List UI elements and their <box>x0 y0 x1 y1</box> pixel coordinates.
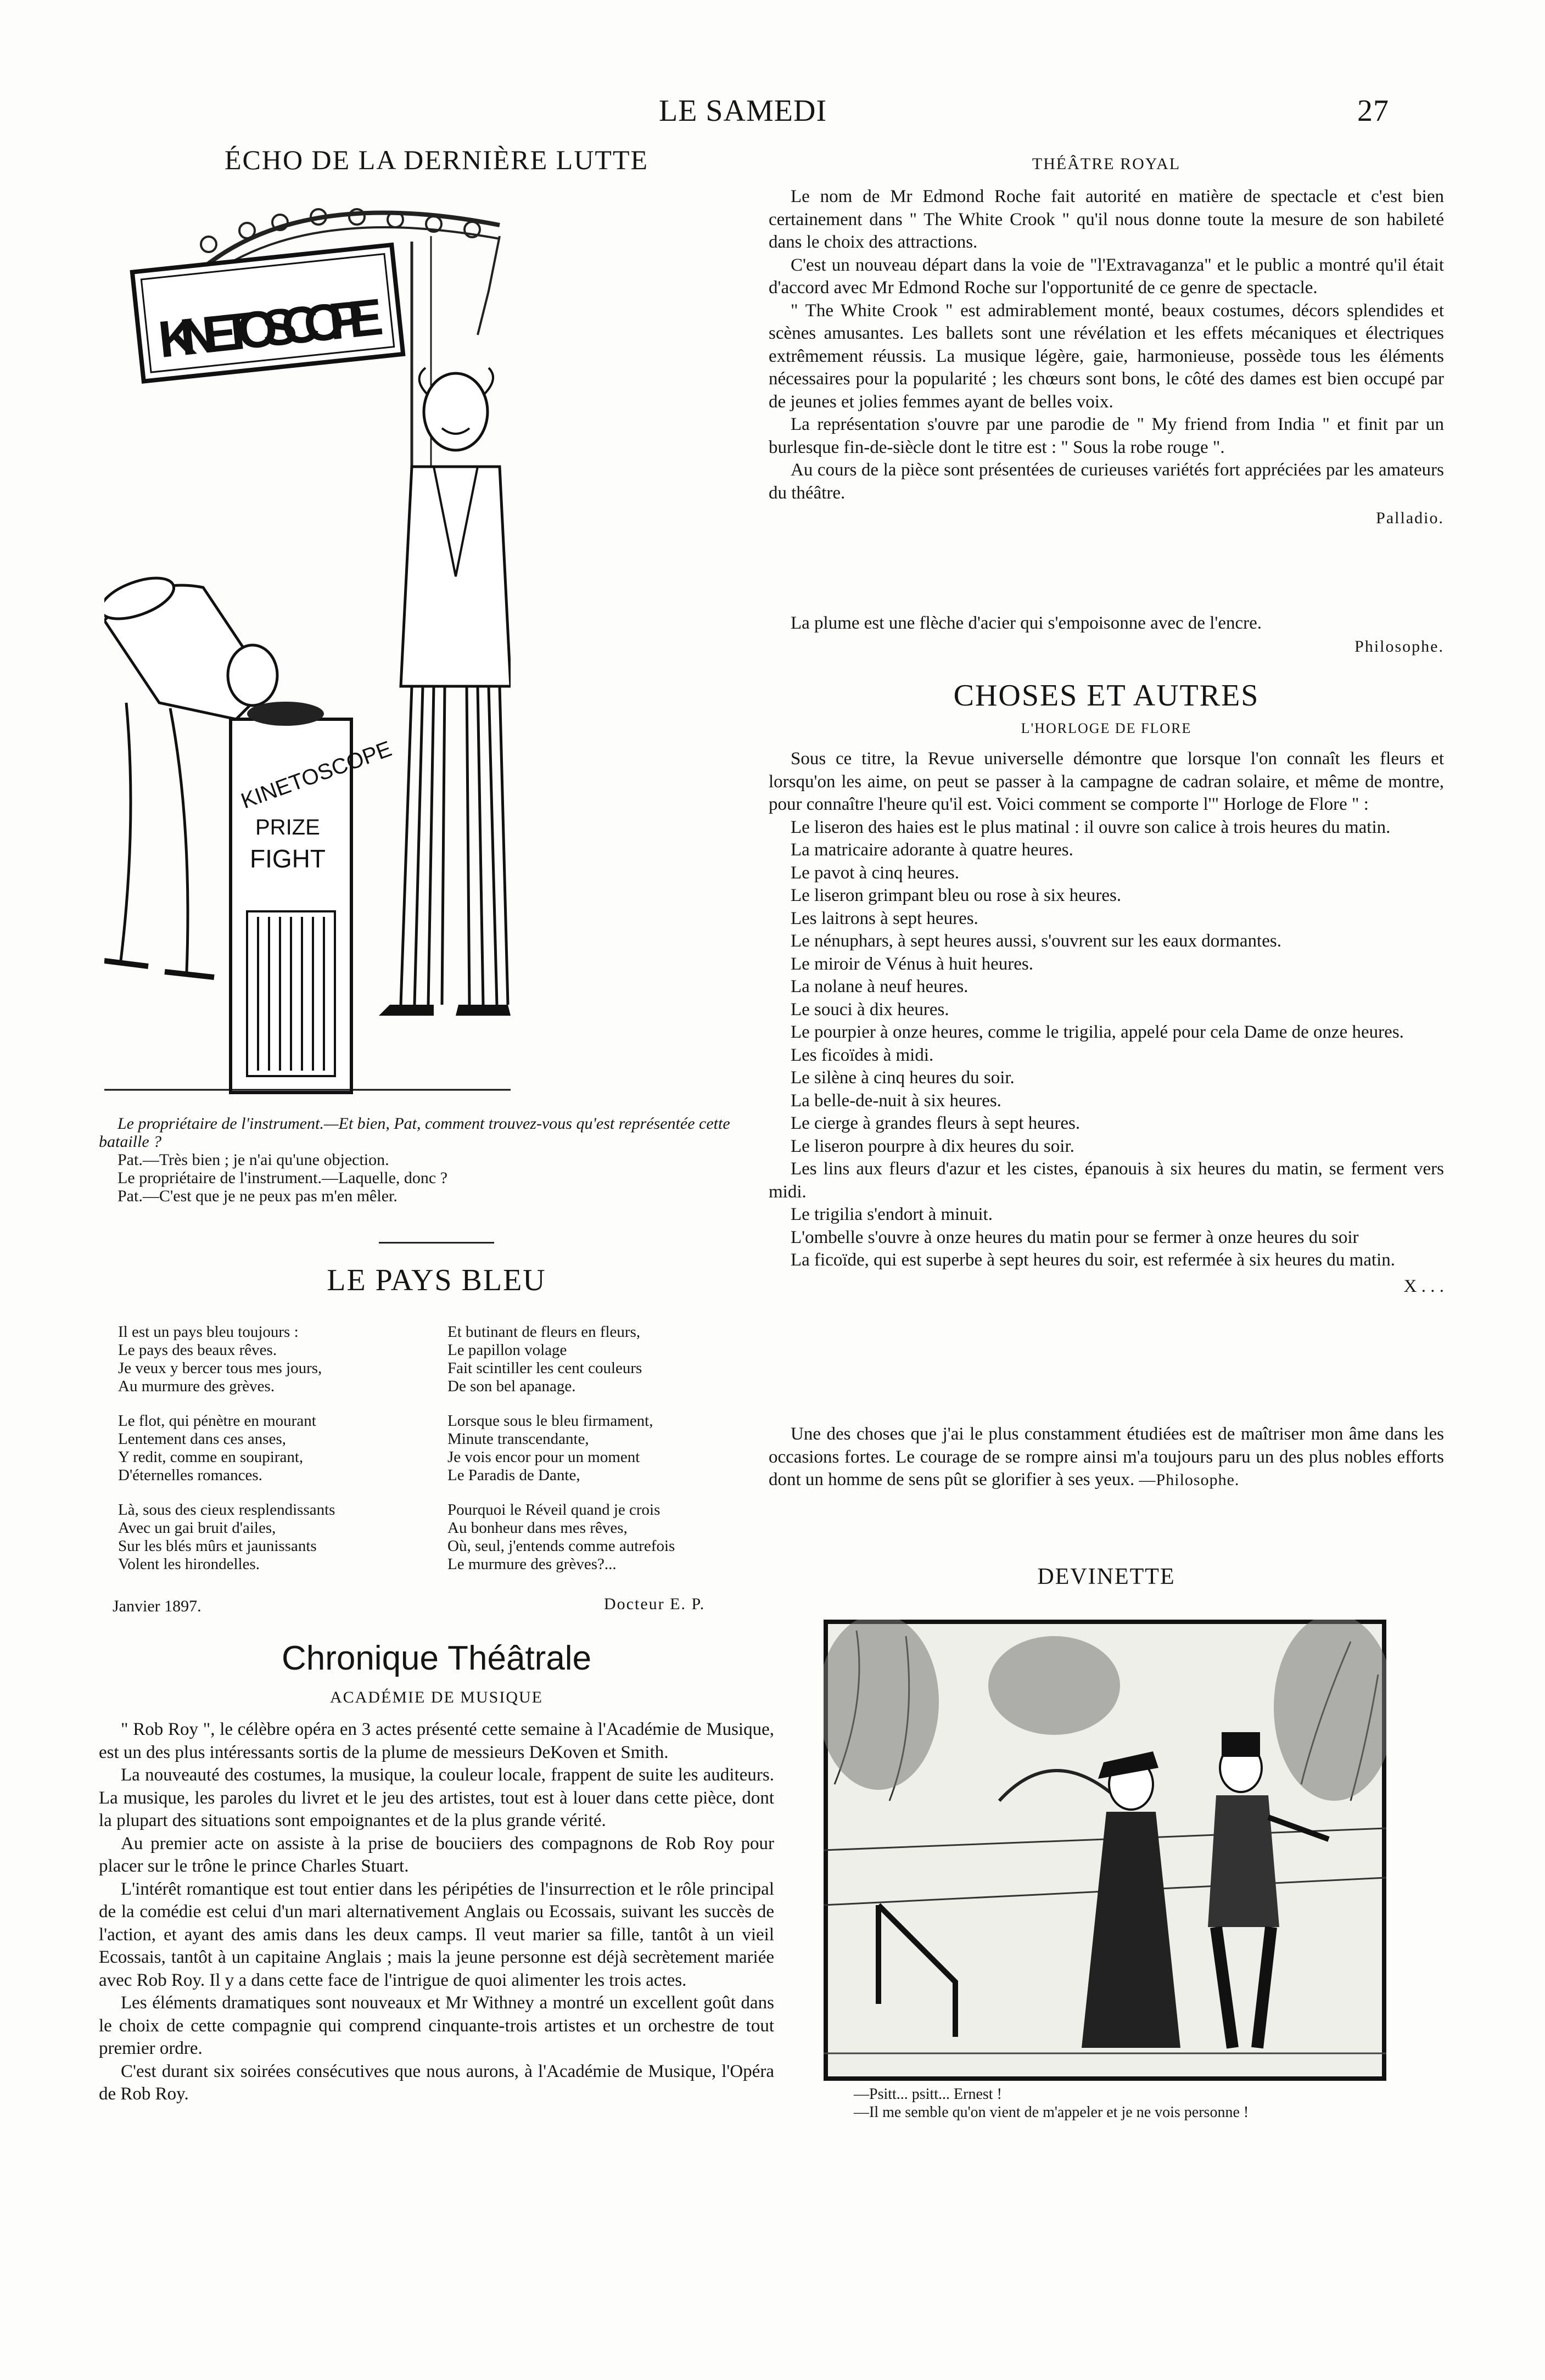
paragraph: " The White Crook " est admirablement monté, beaux costumes, décors splendides et scènes amusantes. Les ballets sont une révélation et les effets mécaniques et électriques extrêmement réussis. La musique légère, gaie, harmonieuse, possède tous les éléments nécessaires pour la popularité ; les chœurs sont bons, le côté des dames est bien occupé par de jeunes et jolies femmes ayant de belles voix. <box>769 300 1444 412</box>
page-number: 27 <box>1357 94 1389 128</box>
box-label-prize: PRIZE <box>255 815 320 839</box>
theatre-royal-body <box>769 186 1444 530</box>
verse-line: Où, seul, j'entends comme autrefois <box>447 1537 675 1555</box>
flower-line: La nolane à neuf heures. <box>791 977 969 996</box>
verse-line: Il est un pays bleu toujours : <box>118 1323 299 1341</box>
quote-two-author: —Philosophe. <box>1139 1471 1240 1489</box>
paragraph: Sous ce titre, la Revue universelle démontre que lorsque l'on connaît les fleurs et lorsqu'on les aime, on peut se passer à la campagne de cadran solaire, et même de montre, pour connaître l'heure qu'il est. Voici comment se comporte l'" Horloge de Flore " : <box>769 749 1444 814</box>
quote-one <box>769 612 1444 658</box>
flower-line: Le souci à dix heures. <box>791 999 949 1020</box>
flower-line: Le liseron des haies est le plus matinal : il ouvre son calice à trois heures du matin. <box>791 817 1391 837</box>
signature: X . . . <box>1403 1276 1444 1296</box>
verse-line: Là, sous des cieux resplendissants <box>118 1501 335 1519</box>
signature: Palladio. <box>1376 509 1444 527</box>
verse-line: Le flot, qui pénètre en mourant <box>118 1412 316 1430</box>
verse-line: Au murmure des grèves. <box>118 1377 275 1395</box>
verse-line: De son bel apanage. <box>447 1377 576 1395</box>
verse-line: Pourquoi le Réveil quand je crois <box>447 1501 660 1519</box>
flower-line: La belle-de-nuit à six heures. <box>791 1090 1001 1111</box>
flower-line: Le cierge à grandes fleurs à sept heures. <box>791 1113 1081 1133</box>
paragraph: La nouveauté des costumes, la musique, la couleur locale, frappent de suite les auditeurs. La musique, les paroles du livret et le jeu des artistes, tout est à louer dans cette pièce, dont la plupart des situations sont empoignantes et de la plus grande vérité. <box>99 1765 774 1830</box>
verse-line: Le murmure des grèves?... <box>447 1555 617 1573</box>
flower-line: Les laitrons à sept heures. <box>791 908 978 928</box>
flower-line: Les ficoïdes à midi. <box>791 1045 934 1065</box>
verse-line: Sur les blés mûrs et jaunissants <box>118 1537 317 1555</box>
flower-line: Le nénuphars, à sept heures aussi, s'ouvrent sur les eaux dormantes. <box>791 931 1281 951</box>
verse-line: Volent les hirondelles. <box>118 1555 260 1573</box>
quote-text: La plume est une flèche d'acier qui s'empoisonne avec de l'encre. <box>791 613 1262 633</box>
chronique-body <box>99 1718 774 2106</box>
choses-title: CHOSES ET AUTRES <box>953 679 1259 713</box>
flower-line: Le trigilia s'endort à minuit. <box>791 1205 993 1224</box>
flower-line: Le liseron pourpre à dix heures du soir. <box>791 1136 1074 1156</box>
flower-line: Le miroir de Vénus à huit heures. <box>791 954 1034 974</box>
paragraph: " Rob Roy ", le célèbre opéra en 3 actes présenté cette semaine à l'Académie de Musique, est un des plus intéressants sortis de la plume de messieurs DeKoven et Smith. <box>99 1720 774 1762</box>
paragraph: Au cours de la pièce sont présentées de curieuses variétés fort appréciées par les amateurs du théâtre. <box>769 460 1444 503</box>
quote-two <box>769 1423 1444 1492</box>
poem-date: Janvier 1897. <box>113 1597 201 1615</box>
flower-line: Le liseron grimpant bleu ou rose à six heures. <box>791 886 1122 905</box>
verse-line: Lorsque sous le bleu firmament, <box>447 1412 653 1430</box>
paragraph: Au premier acte on assiste à la prise de bouciiers des compagnons de Rob Roy pour placer sur le trône le prince Charles Stuart. <box>99 1833 774 1876</box>
verse-line: Avec un gai bruit d'ailes, <box>118 1519 276 1537</box>
flower-line: Le pavot à cinq heures. <box>791 863 959 883</box>
caption-line: Le propriétaire de l'instrument.—Laquelle, donc ? <box>117 1169 448 1187</box>
poem-title: LE PAYS BLEU <box>327 1263 546 1297</box>
verse-line: Au bonheur dans mes rêves, <box>447 1519 628 1537</box>
quote-author: Philosophe. <box>1354 637 1444 656</box>
kinetoscope-cartoon-illustration <box>104 192 511 1098</box>
poem-author: Docteur E. P. <box>604 1595 706 1613</box>
verse-line: Le Paradis de Dante, <box>447 1466 580 1484</box>
paragraph: C'est un nouveau départ dans la voie de "l'Extravaganza" et le public a montré qu'il était d'accord avec Mr Edmond Roche sur l'opportunité de ce genre de spectacle. <box>769 255 1444 298</box>
chronique-subtitle: ACADÉMIE DE MUSIQUE <box>330 1688 543 1706</box>
box-label-fight: FIGHT <box>250 844 326 873</box>
devinette-title: DEVINETTE <box>1037 1564 1175 1589</box>
caption-line: Pat.—C'est que je ne peux pas m'en mêler. <box>117 1187 398 1205</box>
caption-line: Pat.—Très bien ; je n'ai qu'une objection. <box>117 1151 389 1169</box>
paragraph: C'est durant six soirées consécutives que nous aurons, à l'Académie de Musique, l'Opéra de Rob Roy. <box>99 2061 774 2104</box>
cartoon-title: ÉCHO DE LA DERNIÈRE LUTTE <box>224 144 649 175</box>
choses-body <box>769 748 1444 1298</box>
box-label-kinetoscope: KINETOSCOPE <box>238 736 395 814</box>
choses-subtitle: L'HORLOGE DE FLORE <box>1021 720 1192 736</box>
caption-line: —Il me semble qu'on vient de m'appeler et je ne vois personne ! <box>854 2104 1249 2121</box>
devinette-caption <box>854 2085 1403 2121</box>
paragraph: Les éléments dramatiques sont nouveaux et Mr Withney a montré un excellent goût dans le choix de cette compagnie qui comprend cinquante-trois artistes et un orchestre de tout premier ordre. <box>99 1993 774 2058</box>
cartoon-caption <box>99 1115 774 1205</box>
chronique-title: Chronique Théâtrale <box>281 1639 592 1677</box>
verse-line: Je veux y bercer tous mes jours, <box>118 1359 322 1377</box>
verse-line: Fait scintiller les cent couleurs <box>447 1359 642 1377</box>
verse-line: Je vois encor pour un moment <box>447 1448 640 1466</box>
verse-line: Le pays des beaux rêves. <box>118 1341 277 1359</box>
quote-two-text: Une des choses que j'ai le plus constamment étudiées est de maîtriser mon âme dans les occasions fortes. Le courage de se rompre ainsi m'a toujours paru un des plus nobles efforts dont un homme de sens pût se glorifier à ses yeux. <box>769 1424 1444 1489</box>
poem-right-column <box>447 1323 766 1573</box>
flower-line: Les lins aux fleurs d'azur et les cistes, épanouis à six heures du matin, se ferment vers midi. <box>769 1159 1444 1202</box>
verse-line: Le papillon volage <box>447 1341 567 1359</box>
paragraph: Le nom de Mr Edmond Roche fait autorité en matière de spectacle et c'est bien certainement dans " The White Crook " qu'il nous donne toute la mesure de son habileté dans le choix des attractions. <box>769 187 1444 252</box>
flower-line: L'ombelle s'ouvre à onze heures du matin pour se fermer à onze heures du soir <box>791 1227 1359 1247</box>
cartoon-sign-text: KINETOSCOPE <box>155 287 386 368</box>
flower-line: Le pourpier à onze heures, comme le trigilia, appelé pour cela Dame de onze heures. <box>791 1022 1404 1042</box>
caption-line: Le propriétaire de l'instrument.—Et bien, Pat, comment trouvez-vous qu'est représentée cette bataille ? <box>99 1115 730 1151</box>
paragraph: La représentation s'ouvre par une parodie de " My friend from India " et finit par un burlesque fin-de-siècle dont le titre est : " Sous la robe rouge ". <box>769 415 1444 457</box>
verse-line: Minute transcendante, <box>447 1430 589 1448</box>
paragraph: L'intérêt romantique est tout entier dans les péripéties de l'insurrection et le rôle principal de la comédie est celui d'un mari alternativement Anglais ou Ecossais, suivant les succès de l'action, et ayant des amis dans les deux camps. Il veut marier sa fille, tantôt à un vieil Ecossais, tantôt à un capitaine Anglais ; mais la jeune personne est déjà secrètement mariée avec Rob Roy. Il y a dans cette face de l'intrigue de quoi alimenter les trois actes. <box>99 1879 774 1990</box>
flower-line: La matricaire adorante à quatre heures. <box>791 840 1073 860</box>
theatre-royal-title: THÉÂTRE ROYAL <box>1032 155 1181 173</box>
caption-line: —Psitt... psitt... Ernest ! <box>854 2086 1002 2103</box>
flower-line: Le silène à cinq heures du soir. <box>791 1068 1015 1088</box>
divider <box>379 1242 494 1244</box>
verse-line: Lentement dans ces anses, <box>118 1430 287 1448</box>
page-header-title: LE SAMEDI <box>659 94 827 128</box>
quote-text <box>769 1423 1444 1492</box>
flower-line: La ficoïde, qui est superbe à sept heures du soir, est refermée à six heures du matin. <box>791 1250 1396 1270</box>
poem-left-column <box>118 1323 436 1573</box>
verse-line: Et butinant de fleurs en fleurs, <box>447 1323 641 1341</box>
verse-line: D'éternelles romances. <box>118 1466 262 1484</box>
verse-line: Y redit, comme en soupirant, <box>118 1448 304 1466</box>
devinette-puzzle-illustration <box>824 1620 1386 2081</box>
